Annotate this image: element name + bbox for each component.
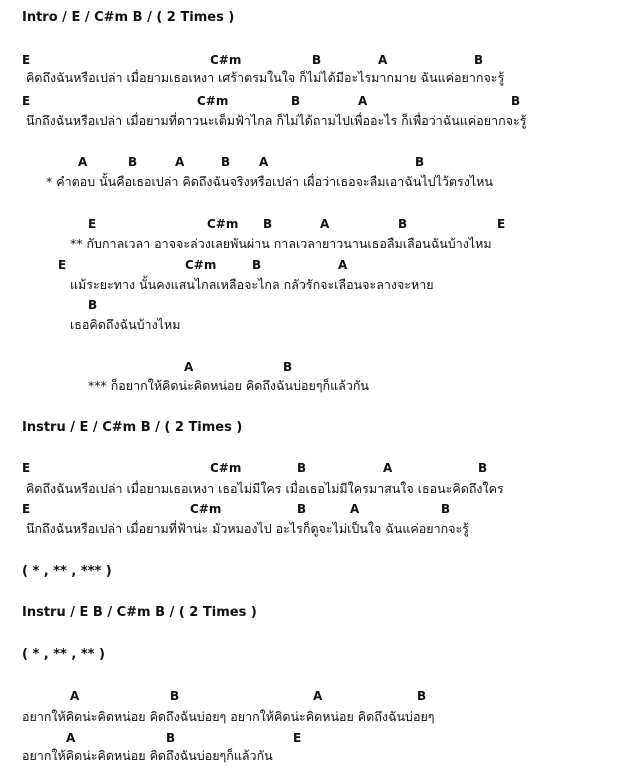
chord-label: B: [511, 94, 521, 108]
chord-label: A: [320, 217, 330, 231]
chord-row: [0, 730, 620, 746]
chord-label: B: [297, 502, 307, 516]
chord-row: [0, 52, 620, 68]
chord-label: A: [175, 155, 185, 169]
chord-label: B: [474, 53, 484, 67]
chord-row: [0, 93, 620, 109]
lyric-line: เธอคิดถึงฉันบ้างไหม: [70, 317, 181, 332]
chord-label: A: [350, 502, 360, 516]
lyric-line: คิดถึงฉันหรือเปล่า เมื่อยามเธอเหงา เศร้าตรมในใจ ก็ไม่ได้มีอะไรมากมาย ฉันแค่อยากจะรู้: [26, 70, 505, 85]
chord-label: B: [312, 53, 322, 67]
chord-label: C#m: [210, 53, 242, 67]
chord-label: A: [383, 461, 393, 475]
section-header: ( * , ** , ** ): [22, 647, 105, 662]
section-header: Instru / E B / C#m B / ( 2 Times ): [22, 605, 257, 620]
lyric-line: แม้ระยะทาง นั้นคงแสนไกลเหลือจะไกล กลัวรักจะเลือนจะลางจะหาย: [70, 277, 434, 292]
chord-label: C#m: [185, 258, 217, 272]
chord-row: [0, 297, 620, 313]
chord-label: E: [22, 502, 31, 516]
chord-label: A: [184, 360, 194, 374]
chord-label: E: [58, 258, 67, 272]
chord-label: E: [22, 94, 31, 108]
chord-label: B: [128, 155, 138, 169]
chord-label: A: [313, 689, 323, 703]
lyric-line: คิดถึงฉันหรือเปล่า เมื่อยามเธอเหงา เธอไม่มีใคร เมื่อเธอไม่มีใครมาสนใจ เธอนะคิดถึงใคร: [26, 481, 504, 496]
chord-label: A: [70, 689, 80, 703]
chord-label: B: [398, 217, 408, 231]
chord-row: [0, 688, 620, 704]
chord-label: A: [378, 53, 388, 67]
chord-label: A: [66, 731, 76, 745]
chord-label: B: [170, 689, 180, 703]
chord-label: A: [358, 94, 368, 108]
chord-row: [0, 359, 620, 375]
chord-label: A: [338, 258, 348, 272]
chord-label: C#m: [207, 217, 239, 231]
chord-label: E: [22, 461, 31, 475]
chord-row: [0, 216, 620, 232]
chord-label: B: [291, 94, 301, 108]
chord-label: B: [166, 731, 176, 745]
section-header: ( * , ** , *** ): [22, 564, 112, 579]
section-header: Instru / E / C#m B / ( 2 Times ): [22, 420, 243, 435]
lyric-line: * คำตอบ นั้นคือเธอเปล่า คิดถึงฉันจริงหรือเปล่า เผื่อว่าเธอจะลืมเอาฉันไปไว้ตรงไหน: [46, 174, 493, 189]
lyric-line: นึกถึงฉันหรือเปล่า เมื่อยามที่ดาวนะเต็มฟ้าไกล ก็ไม่ได้ถามไปเพื่ออะไร ก็เพื่อว่าฉันแค่อยากจะรู้: [26, 113, 527, 128]
chord-label: B: [415, 155, 425, 169]
chord-label: B: [283, 360, 293, 374]
chord-label: B: [88, 298, 98, 312]
chord-label: B: [263, 217, 273, 231]
section-header: Intro / E / C#m B / ( 2 Times ): [22, 10, 235, 25]
chord-label: E: [88, 217, 97, 231]
lyric-line: อยากให้คิดน่ะคิดหน่อย คิดถึงฉันบ่อยๆ อยากให้คิดน่ะคิดหน่อย คิดถึงฉันบ่อยๆ: [22, 709, 435, 724]
lyric-line: *** ก็อยากให้คิดน่ะคิดหน่อย คิดถึงฉันบ่อยๆก็แล้วกัน: [88, 378, 369, 393]
chord-label: A: [78, 155, 88, 169]
chord-label: B: [221, 155, 231, 169]
chord-label: B: [441, 502, 451, 516]
chord-label: E: [293, 731, 302, 745]
chord-row: [0, 501, 620, 517]
chord-label: B: [252, 258, 262, 272]
chord-label: E: [22, 53, 31, 67]
chord-row: [0, 154, 620, 170]
chord-label: C#m: [210, 461, 242, 475]
chord-row: [0, 257, 620, 273]
lyric-line: นึกถึงฉันหรือเปล่า เมื่อยามที่ฟ้าน่ะ มัวหมองไป อะไรก็ดูจะไม่เป็นใจ ฉันแค่อยากจะรู้: [26, 521, 469, 536]
chord-label: C#m: [197, 94, 229, 108]
chord-label: E: [497, 217, 506, 231]
chord-label: A: [259, 155, 269, 169]
lyric-line: อยากให้คิดน่ะคิดหน่อย คิดถึงฉันบ่อยๆก็แล้วกัน: [22, 748, 273, 763]
chord-label: B: [478, 461, 488, 475]
chord-row: [0, 460, 620, 476]
chord-label: B: [417, 689, 427, 703]
lyric-line: ** กับกาลเวลา อาจจะล่วงเลยพันผ่าน กาลเวลายาวนานเธอลืมเลือนฉันบ้างไหม: [70, 236, 492, 251]
chord-label: B: [297, 461, 307, 475]
chord-label: C#m: [190, 502, 222, 516]
